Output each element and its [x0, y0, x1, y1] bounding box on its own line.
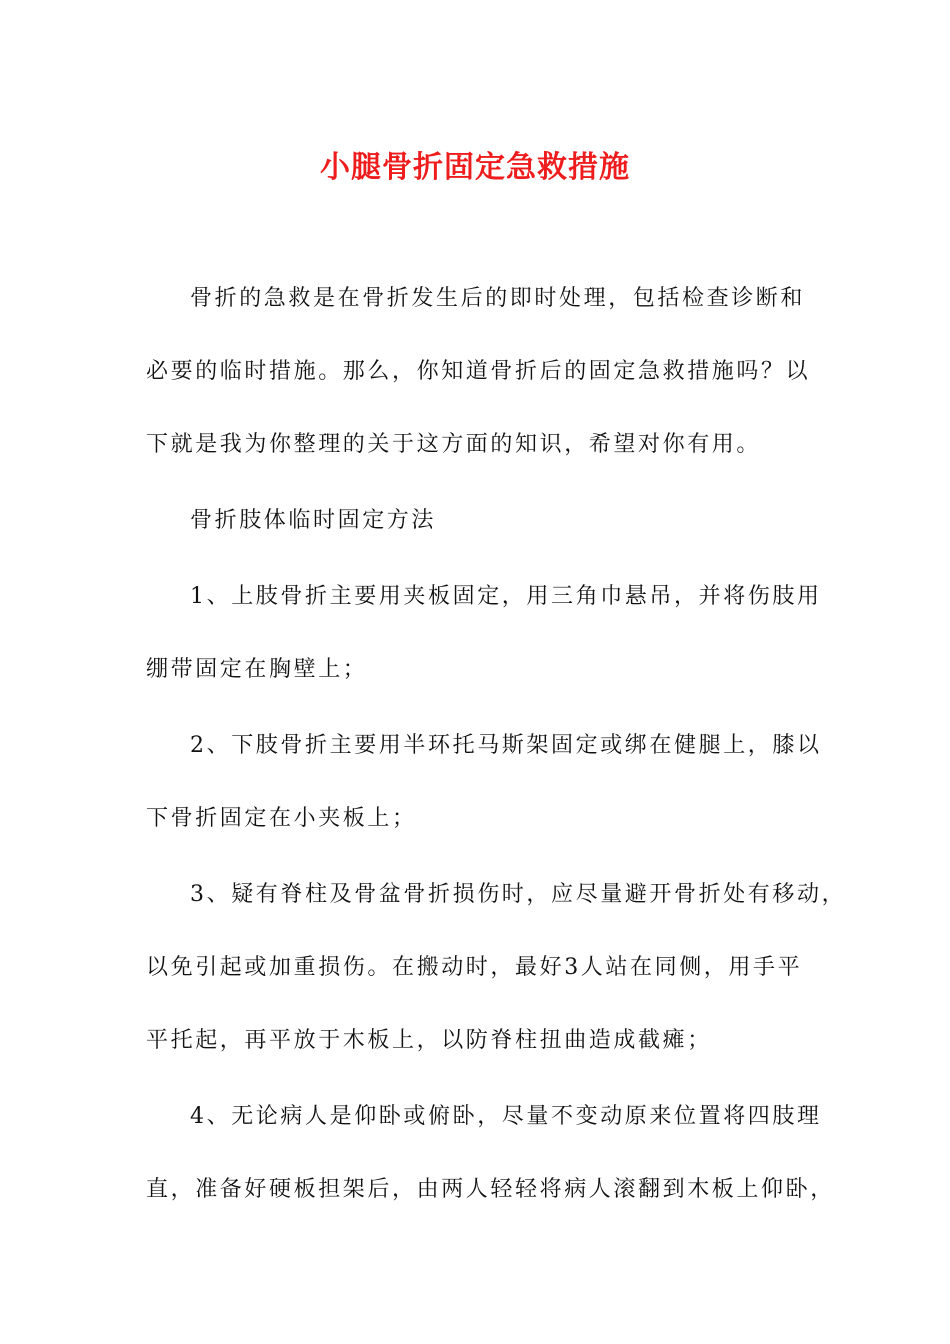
list-item-line: 绷带固定在胸壁上；: [146, 657, 368, 682]
document-title: 小腿骨折固定急救措施: [320, 150, 630, 185]
list-item-line: 3、疑有脊柱及骨盆骨折损伤时，应尽量避开骨折处有移动，: [190, 882, 847, 907]
list-item-line: 以免引起或加重损伤。在搬动时，最好3人站在同侧，用手平: [146, 955, 803, 980]
paragraph-line: 必要的临时措施。那么，你知道骨折后的固定急救措施吗？以: [146, 359, 811, 384]
paragraph-line: 下就是我为你整理的关于这方面的知识，希望对你有用。: [146, 432, 762, 457]
list-item-line: 1、上肢骨折主要用夹板固定，用三角巾悬吊，并将伤肢用: [190, 584, 822, 609]
list-item-line: 4、无论病人是仰卧或俯卧，尽量不变动原来位置将四肢理: [190, 1104, 822, 1129]
list-item-line: 直，准备好硬板担架后，由两人轻轻将病人滚翻到木板上仰卧，: [146, 1177, 835, 1202]
list-item-line: 2、下肢骨折主要用半环托马斯架固定或绑在健腿上，膝以: [190, 733, 822, 758]
section-heading: 骨折肢体临时固定方法: [190, 508, 437, 533]
list-item-line: 下骨折固定在小夹板上；: [146, 806, 417, 831]
list-item-line: 平托起，再平放于木板上，以防脊柱扭曲造成截瘫；: [146, 1028, 712, 1053]
paragraph-line: 骨折的急救是在骨折发生后的即时处理，包括检查诊断和: [190, 286, 806, 311]
